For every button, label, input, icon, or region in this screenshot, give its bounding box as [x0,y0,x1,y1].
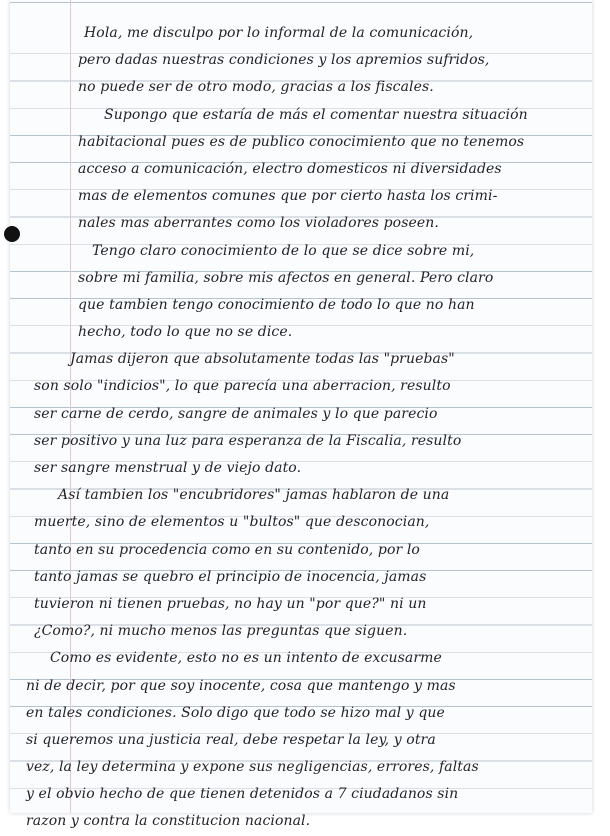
letter-line: Tengo claro conocimiento de lo que se dice sobre mi, [92,242,475,259]
letter-line: Jamas dijeron que absolutamente todas las "pruebas" [70,351,455,368]
letter-line: si queremos una justicia real, debe respetar la ley, y otra [26,731,436,748]
letter-line: pero dadas nuestras condiciones y los apremios sufridos, [78,52,490,69]
letter-line: y el obvio hecho de que tienen detenidos a 7 ciudadanos sin [26,786,459,803]
letter-line: en tales condiciones. Solo digo que todo se hizo mal y que [26,704,445,721]
letter-line: tanto jamas se quebro el principio de inocencia, jamas [34,568,427,585]
letter-line: acceso a comunicación, electro domesticos ni diversidades [78,160,502,177]
letter-line: sobre mi familia, sobre mis afectos en general. Pero claro [78,269,494,286]
binder-hole [4,226,20,242]
letter-line: no puede ser de otro modo, gracias a los fiscales. [78,79,434,96]
letter-line: ser carne de cerdo, sangre de animales y lo que parecio [34,405,438,422]
letter-line: muerte, sino de elementos u "bultos" que desconocian, [34,514,430,531]
letter-line: Hola, me disculpo por lo informal de la comunicación, [84,25,474,41]
letter-line: son solo "indicios", lo que parecía una aberracion, resulto [34,378,451,395]
letter-line: razon y contra la constitucion nacional. [26,813,311,830]
letter-line: ni de decir, por que soy inocente, cosa que mantengo y mas [26,677,456,694]
letter-line: hecho, todo lo que no se dice. [78,324,293,341]
letter-line: mas de elementos comunes que por cierto hasta los crimi- [78,188,498,205]
letter-line: nales mas aberrantes como los violadores poseen. [78,215,439,232]
handwritten-letter [22,20,590,836]
letter-line: ¿Como?, ni mucho menos las preguntas que siguen. [34,623,408,640]
letter-line: ser sangre menstrual y de viejo dato. [34,460,302,476]
letter-line: Supongo que estaría de más el comentar nuestra situación [104,106,528,123]
letter-line: Como es evidente, esto no es un intento de excusarme [50,650,442,667]
letter-line: tanto en su procedencia como en su contenido, por lo [34,541,420,558]
letter-line: vez, la ley determina y expone sus negligencias, errores, faltas [26,759,479,776]
lined-paper-page [10,0,592,830]
letter-line: ser positivo y una luz para esperanza de la Fiscalia, resulto [34,432,462,449]
letter-line: habitacional pues es de publico conocimiento que no tenemos [78,133,525,150]
letter-line: que tambien tengo conocimiento de todo lo que no han [78,296,475,313]
letter-line: tuvieron ni tienen pruebas, no hay un "por que?" ni un [34,595,427,612]
letter-line: Así tambien los "encubridores" jamas hablaron de una [58,487,450,504]
